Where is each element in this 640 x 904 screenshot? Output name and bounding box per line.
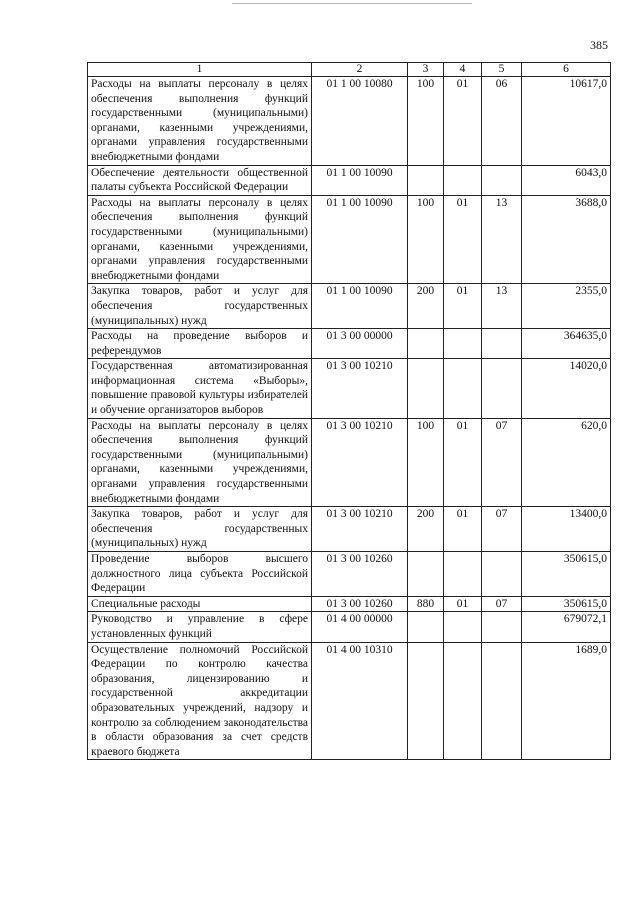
table-row: [88, 165, 611, 195]
row-section-cell: [444, 165, 482, 195]
table-row: [88, 642, 611, 760]
row-expense-type-cell: 880: [408, 596, 444, 612]
table-row: [88, 552, 611, 597]
table-row: [88, 596, 611, 612]
row-name-cell: Расходы на выплаты персоналу в целях обеспечения выполнения функций государственными (муниципальными) органами, казенными учреждениями, органами управления государственными внебюджетными фондами: [88, 77, 312, 166]
row-code-cell: 01 3 00 10210: [312, 418, 408, 507]
header-cell: 5: [482, 63, 522, 77]
row-expense-type-cell: 200: [408, 284, 444, 329]
row-amount-cell: 10617,0: [522, 77, 611, 166]
row-subsection-cell: [482, 359, 522, 418]
row-expense-type-cell: [408, 329, 444, 359]
row-amount-cell: 6043,0: [522, 165, 611, 195]
row-name-cell: Обеспечение деятельности общественной палаты субъекта Российской Федерации: [88, 165, 312, 195]
header-row: [88, 63, 611, 77]
row-amount-cell: 350615,0: [522, 552, 611, 597]
row-subsection-cell: [482, 612, 522, 642]
row-subsection-cell: [482, 552, 522, 597]
row-code-cell: 01 1 00 10090: [312, 195, 408, 284]
row-section-cell: [444, 552, 482, 597]
header-cell: 3: [408, 63, 444, 77]
row-expense-type-cell: [408, 165, 444, 195]
row-section-cell: 01: [444, 596, 482, 612]
row-name-cell: Расходы на выплаты персоналу в целях обеспечения выполнения функций государственными (муниципальными) органами, казенными учреждениями, органами управления государственными внебюджетными фондами: [88, 418, 312, 507]
row-section-cell: 01: [444, 77, 482, 166]
row-section-cell: [444, 612, 482, 642]
row-name-cell: Специальные расходы: [88, 596, 312, 612]
header-cell: 2: [312, 63, 408, 77]
row-amount-cell: 14020,0: [522, 359, 611, 418]
row-expense-type-cell: [408, 642, 444, 760]
row-code-cell: 01 1 00 10090: [312, 284, 408, 329]
table-row: [88, 195, 611, 284]
row-code-cell: 01 1 00 10080: [312, 77, 408, 166]
row-section-cell: 01: [444, 284, 482, 329]
row-amount-cell: 679072,1: [522, 612, 611, 642]
row-name-cell: Закупка товаров, работ и услуг для обеспечения государственных (муниципальных) нужд: [88, 507, 312, 552]
row-section-cell: 01: [444, 507, 482, 552]
row-subsection-cell: 13: [482, 195, 522, 284]
row-expense-type-cell: [408, 552, 444, 597]
row-expense-type-cell: 200: [408, 507, 444, 552]
row-amount-cell: 350615,0: [522, 596, 611, 612]
row-subsection-cell: [482, 329, 522, 359]
row-amount-cell: 13400,0: [522, 507, 611, 552]
row-code-cell: 01 3 00 10260: [312, 596, 408, 612]
row-subsection-cell: 07: [482, 507, 522, 552]
table-row: [88, 507, 611, 552]
row-name-cell: Государственная автоматизированная информационная система «Выборы», повышение правовой культуры избирателей и обучение организаторов выборов: [88, 359, 312, 418]
row-amount-cell: 620,0: [522, 418, 611, 507]
row-amount-cell: 2355,0: [522, 284, 611, 329]
row-name-cell: Расходы на проведение выборов и референдумов: [88, 329, 312, 359]
row-section-cell: [444, 359, 482, 418]
row-code-cell: 01 3 00 00000: [312, 329, 408, 359]
row-name-cell: Осуществление полномочий Российской Федерации по контролю качества образования, лицензированию и государственной аккредитации образовательных учреждений, надзору и контролю за соблюдением законодательства в области образования за счет средств краевого бюджета: [88, 642, 312, 760]
row-subsection-cell: [482, 165, 522, 195]
row-expense-type-cell: 100: [408, 77, 444, 166]
header-cell: 1: [88, 63, 312, 77]
row-subsection-cell: 07: [482, 596, 522, 612]
table-row: [88, 329, 611, 359]
row-subsection-cell: [482, 642, 522, 760]
row-code-cell: 01 1 00 10090: [312, 165, 408, 195]
row-name-cell: Расходы на выплаты персоналу в целях обеспечения выполнения функций государственными (муниципальными) органами, казенными учреждениями, органами управления государственными внебюджетными фондами: [88, 195, 312, 284]
top-rule: [232, 3, 472, 4]
row-name-cell: Руководство и управление в сфере установленных функций: [88, 612, 312, 642]
row-code-cell: 01 4 00 00000: [312, 612, 408, 642]
header-cell: 6: [522, 63, 611, 77]
row-amount-cell: 1689,0: [522, 642, 611, 760]
table-row: [88, 612, 611, 642]
row-code-cell: 01 3 00 10260: [312, 552, 408, 597]
table-row: [88, 77, 611, 166]
row-expense-type-cell: [408, 359, 444, 418]
row-expense-type-cell: 100: [408, 195, 444, 284]
row-amount-cell: 3688,0: [522, 195, 611, 284]
row-subsection-cell: 06: [482, 77, 522, 166]
row-amount-cell: 364635,0: [522, 329, 611, 359]
row-subsection-cell: 13: [482, 284, 522, 329]
page-number: 385: [590, 38, 608, 52]
table-row: [88, 359, 611, 418]
row-code-cell: 01 3 00 10210: [312, 359, 408, 418]
row-expense-type-cell: [408, 612, 444, 642]
row-section-cell: 01: [444, 195, 482, 284]
row-code-cell: 01 4 00 10310: [312, 642, 408, 760]
row-name-cell: Проведение выборов высшего должностного лица субъекта Российской Федерации: [88, 552, 312, 597]
row-section-cell: [444, 329, 482, 359]
row-subsection-cell: 07: [482, 418, 522, 507]
row-expense-type-cell: 100: [408, 418, 444, 507]
table-row: [88, 284, 611, 329]
table-row: [88, 418, 611, 507]
table-body: [88, 77, 611, 760]
row-name-cell: Закупка товаров, работ и услуг для обеспечения государственных (муниципальных) нужд: [88, 284, 312, 329]
row-section-cell: 01: [444, 418, 482, 507]
table-header: [88, 63, 611, 77]
header-cell: 4: [444, 63, 482, 77]
budget-table: [87, 62, 611, 760]
row-section-cell: [444, 642, 482, 760]
row-code-cell: 01 3 00 10210: [312, 507, 408, 552]
